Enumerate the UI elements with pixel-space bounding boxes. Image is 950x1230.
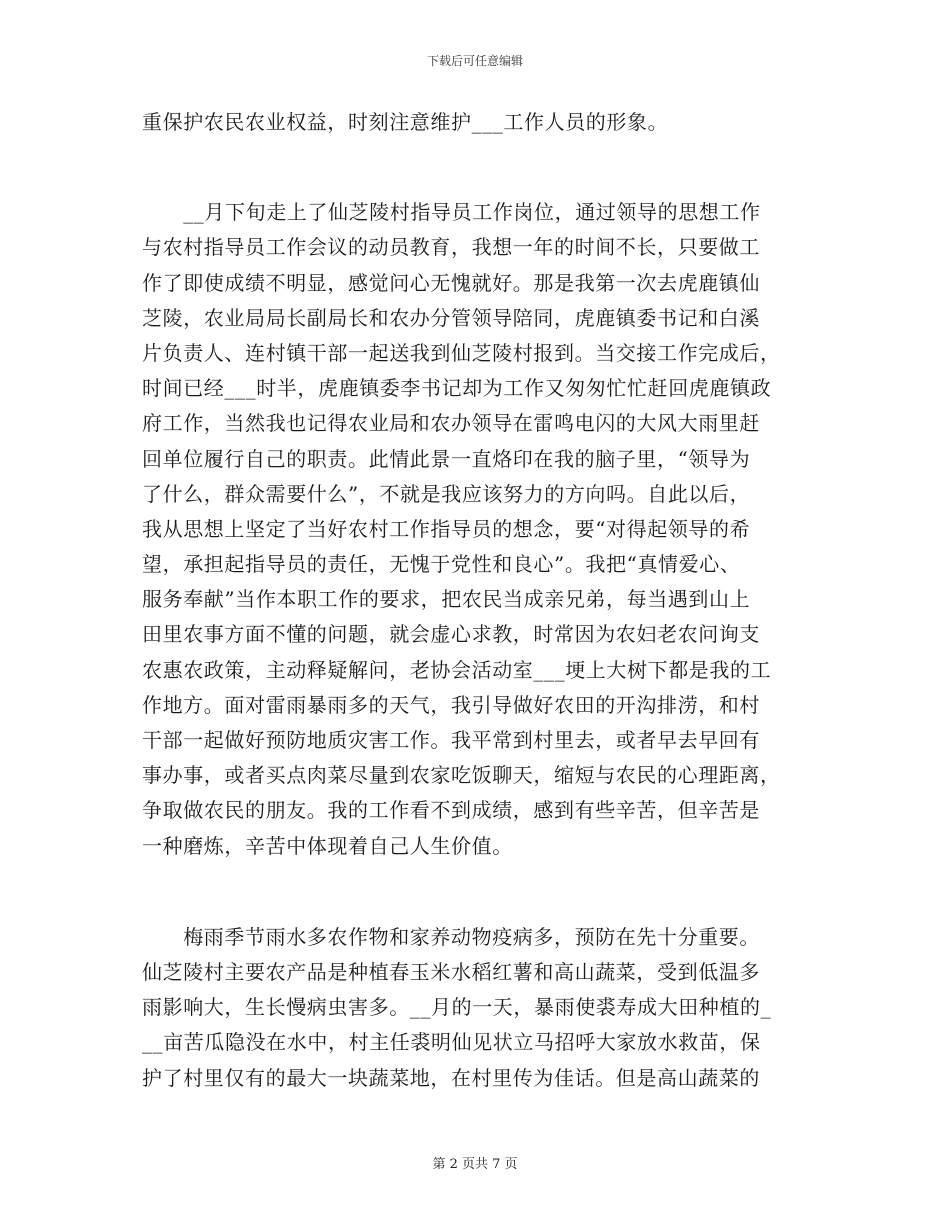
paragraph-gap bbox=[142, 864, 808, 920]
document-body bbox=[142, 105, 808, 1096]
text-line: 服务奉献”当作本职工作的要求，把农民当成亲兄弟，每当遇到山上 bbox=[142, 587, 751, 612]
text-line: 与农村指导员工作会议的动员教育，我想一年的时间不长，只要做工 bbox=[142, 235, 760, 260]
text-line: 作地方。面对雷雨暴雨多的天气，我引导做好农田的开沟排涝，和村 bbox=[142, 692, 760, 717]
text-line: 争取做农民的朋友。我的工作看不到成绩，感到有些辛苦，但辛苦是 bbox=[142, 798, 760, 823]
page-number-footer: 第 2 页共 7 页 bbox=[432, 1157, 518, 1172]
text-line: 府工作，当然我也记得农业局和农办领导在雷鸣电闪的大风大雨里赶 bbox=[142, 411, 760, 436]
text-line: 回单位履行自己的职责。此情此景一直烙印在我的脑子里，“领导为 bbox=[142, 446, 751, 471]
text-line: 了什么，群众需要什么”，不就是我应该努力的方向吗。自此以后， bbox=[142, 481, 751, 506]
page-header: 下载后可任意编辑 bbox=[426, 54, 523, 68]
paragraph-gap bbox=[142, 140, 808, 195]
text-line: 一种磨炼，辛苦中体现着自己人生价值。 bbox=[142, 833, 513, 858]
text-line: __亩苦瓜隐没在水中，村主任裘明仙见状立马招呼大家放水救苗，保 bbox=[142, 1030, 761, 1055]
text-line: 事办事，或者买点肉菜尽量到农家吃饭聊天，缩短与农民的心理距离， bbox=[142, 763, 781, 788]
text-line: 农惠农政策，主动释疑解问，老协会活动室___埂上大树下都是我的工 bbox=[142, 657, 772, 682]
text-line: 时间已经___时半，虎鹿镇委李书记却为工作又匆匆忙忙赶回虎鹿镇政 bbox=[142, 376, 772, 401]
text-line: 梅雨季节雨水多农作物和家养动物疫病多，预防在先十分重要。 bbox=[142, 924, 760, 949]
paragraph-3 bbox=[142, 920, 808, 1096]
paragraph-1 bbox=[142, 105, 808, 140]
text-line: 望，承担起指导员的责任，无愧于党性和良心”。我把“真情爱心、 bbox=[142, 552, 741, 577]
text-line: 雨影响大，生长慢病虫害多。__月的一天，暴雨使裘寿成大田种植的_ bbox=[142, 995, 772, 1020]
text-line: 干部一起做好预防地质灾害工作。我平常到村里去，或者早去早回有 bbox=[142, 728, 760, 752]
text-line: 仙芝陵村主要农产品是种植春玉米水稻红薯和高山蔬菜，受到低温多 bbox=[142, 959, 760, 984]
text-line: __月下旬走上了仙芝陵村指导员工作岗位，通过领导的思想工作 bbox=[142, 200, 761, 225]
text-line: 护了村里仅有的最大一块蔬菜地，在村里传为佳话。但是高山蔬菜的 bbox=[142, 1065, 760, 1090]
text-line: 重保护农民农业权益，时刻注意维护___工作人员的形象。 bbox=[142, 110, 669, 134]
text-line: 片负责人、连村镇干部一起送我到仙芝陵村报到。当交接工作完成后， bbox=[142, 340, 781, 365]
text-line: 我从思想上坚定了当好农村工作指导员的想念，要“对得起领导的希 bbox=[142, 516, 751, 541]
paragraph-2 bbox=[142, 195, 808, 864]
text-line: 田里农事方面不懂的问题，就会虚心求教，时常因为农妇老农问询支 bbox=[142, 622, 760, 647]
text-line: 作了即使成绩不明显，感觉问心无愧就好。那是我第一次去虎鹿镇仙 bbox=[142, 270, 760, 295]
text-line: 芝陵，农业局局长副局长和农办分管领导陪同，虎鹿镇委书记和白溪 bbox=[142, 305, 760, 330]
